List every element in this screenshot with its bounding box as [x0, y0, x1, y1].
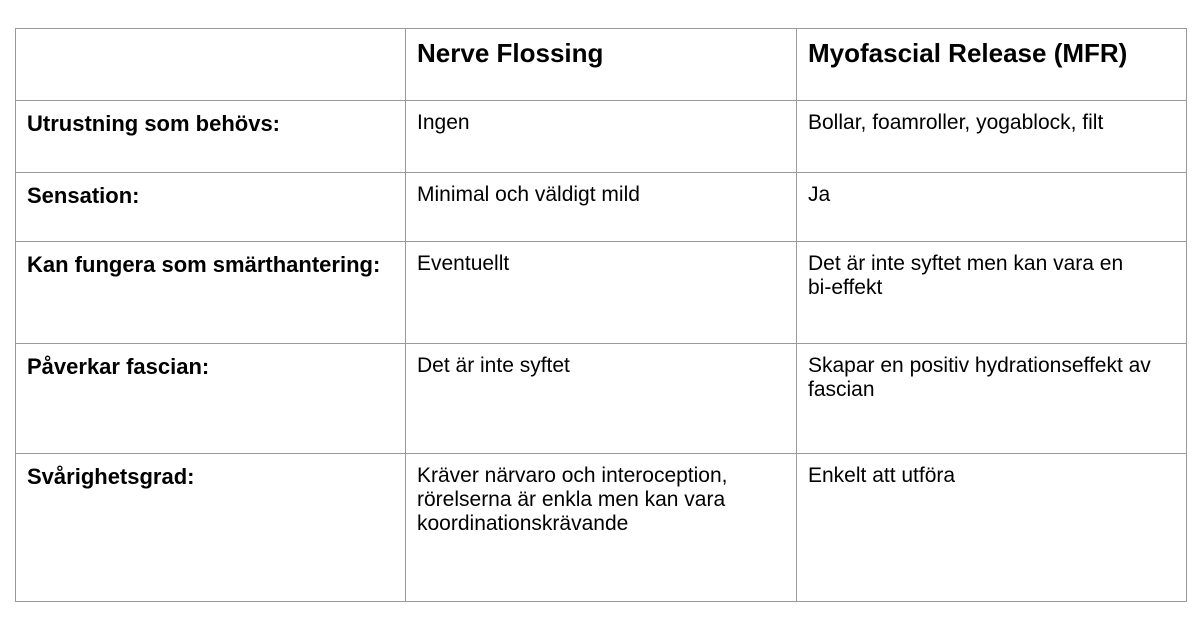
table-row — [16, 454, 1187, 602]
table-row — [16, 173, 1187, 242]
cell-paverkar-fascian-mfr: Skapar en positiv hydrationseffekt av fascian — [797, 344, 1187, 454]
cell-utrustning-nerve-flossing: Ingen — [406, 101, 797, 173]
cell-svarighetsgrad-nerve-flossing: Kräver närvaro och interoception, rörelserna är enkla men kan vara koordinationskrävande — [406, 454, 797, 602]
cell-smarthantering-mfr: Det är inte syftet men kan vara en bi‑effekt — [797, 242, 1187, 344]
header-cell-nerve-flossing: Nerve Flossing — [406, 29, 797, 101]
comparison-table — [15, 28, 1187, 602]
cell-sensation-mfr: Ja — [797, 173, 1187, 242]
row-label-smarthantering: Kan fungera som smärthantering: — [16, 242, 406, 344]
cell-paverkar-fascian-nerve-flossing: Det är inte syftet — [406, 344, 797, 454]
table-row — [16, 344, 1187, 454]
header-cell-mfr: Myofascial Release (MFR) — [797, 29, 1187, 101]
row-label-sensation: Sensation: — [16, 173, 406, 242]
table-header-row — [16, 29, 1187, 101]
cell-svarighetsgrad-mfr: Enkelt att utföra — [797, 454, 1187, 602]
table-row — [16, 242, 1187, 344]
cell-utrustning-mfr: Bollar, foamroller, yogablock, filt — [797, 101, 1187, 173]
table-row — [16, 101, 1187, 173]
row-label-paverkar-fascian: Påverkar fascian: — [16, 344, 406, 454]
cell-smarthantering-nerve-flossing: Eventuellt — [406, 242, 797, 344]
comparison-table-container — [15, 28, 1187, 602]
row-label-utrustning: Utrustning som behövs: — [16, 101, 406, 173]
header-cell-empty — [16, 29, 406, 101]
row-label-svarighetsgrad: Svårighetsgrad: — [16, 454, 406, 602]
cell-sensation-nerve-flossing: Minimal och väldigt mild — [406, 173, 797, 242]
